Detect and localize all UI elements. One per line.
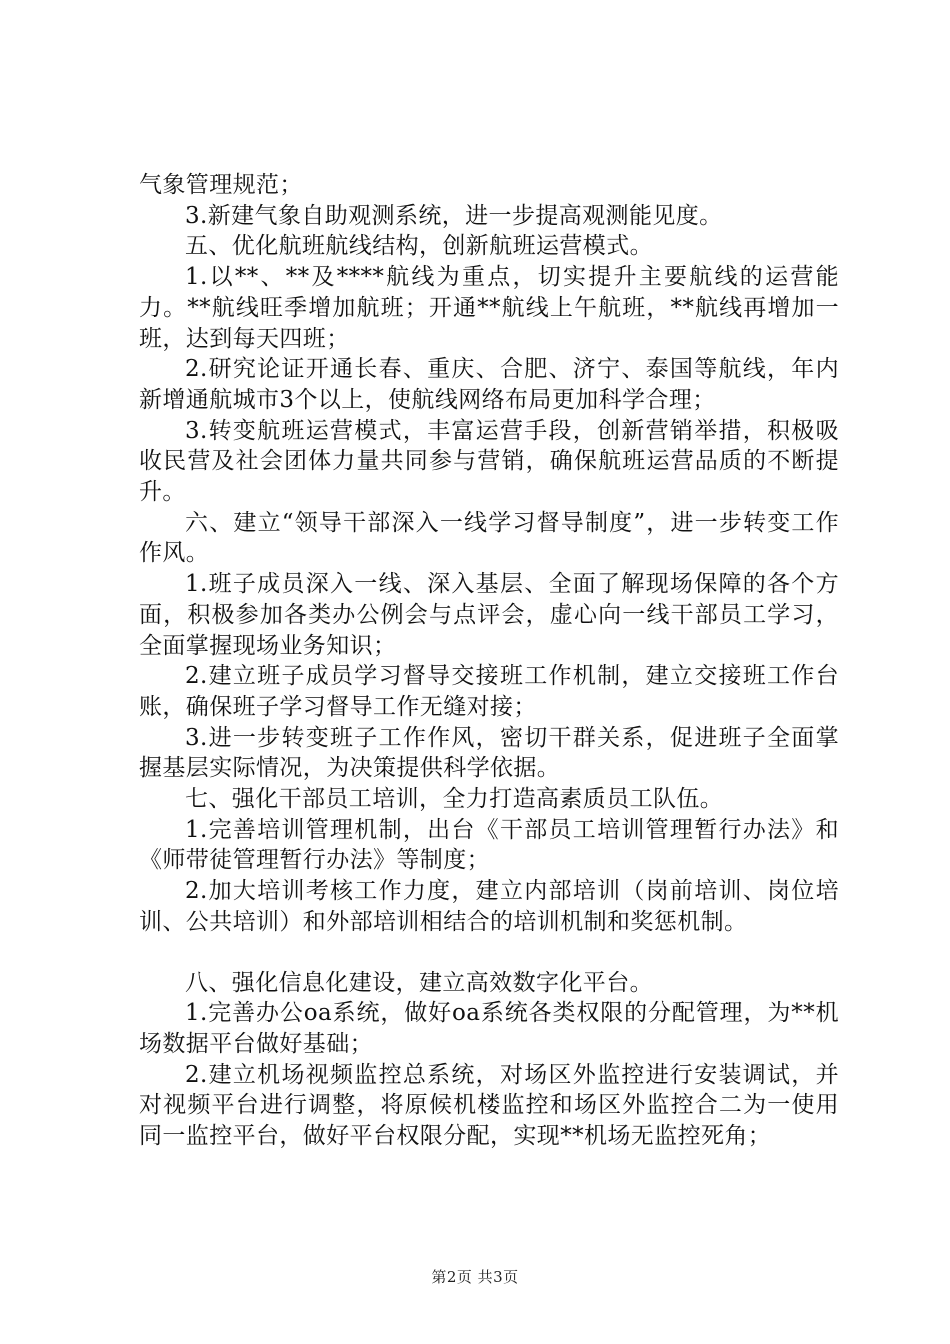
paragraph: 1.完善培训管理机制，出台《干部员工培训管理暂行办法》和《师带徒管理暂行办法》等制度； bbox=[139, 816, 839, 874]
paragraph: 3.转变航班运营模式，丰富运营手段，创新营销举措，积极吸收民营及社会团体力量共同参与营销，确保航班运营品质的不断提升。 bbox=[139, 417, 839, 506]
document-body bbox=[139, 170, 839, 1152]
paragraph: 气象管理规范； bbox=[139, 172, 303, 198]
paragraph: 八、强化信息化建设，建立高效数字化平台。 bbox=[185, 969, 653, 996]
paragraph: 2.建立班子成员学习督导交接班工作机制，建立交接班工作台账，确保班子学习督导工作无缝对接； bbox=[139, 663, 839, 720]
paragraph: 1.班子成员深入一线、深入基层、全面了解现场保障的各个方面，积极参加各类办公例会与点评会，虚心向一线干部员工学习，全面掌握现场业务知识； bbox=[139, 571, 839, 659]
paragraph: 3.新建气象自助观测系统，进一步提高观测能见度。 bbox=[185, 202, 723, 229]
paragraph: 七、强化干部员工培训，全力打造高素质员工队伍。 bbox=[185, 786, 724, 813]
paragraph: 2.加大培训考核工作力度，建立内部培训（岗前培训、岗位培训、公共培训）和外部培训相结合的培训机制和奖惩机制。 bbox=[139, 878, 839, 935]
paragraph: 1.以**、**及****航线为重点，切实提升主要航线的运营能力。**航线旺季增加航班；开通**航线上午航班，**航线再增加一班，达到每天四班； bbox=[139, 264, 839, 352]
paragraph: 1.完善办公oa系统，做好oa系统各类权限的分配管理，为**机场数据平台做好基础； bbox=[139, 1000, 839, 1057]
page-footer: 第2页 共3页 bbox=[431, 1268, 519, 1286]
paragraph: 五、优化航班航线结构，创新航班运营模式。 bbox=[185, 233, 653, 260]
paragraph: 2.研究论证开通长春、重庆、合肥、济宁、泰国等航线，年内新增通航城市3个以上，使航线网络布局更加科学合理； bbox=[139, 356, 839, 413]
paragraph: 2.建立机场视频监控总系统，对场区外监控进行安装调试，并对视频平台进行调整，将原候机楼监控和场区外监控合二为一使用同一监控平台，做好平台权限分配，实现**机场无监控死角； bbox=[139, 1061, 839, 1150]
paragraph: 3.进一步转变班子工作作风，密切干群关系，促进班子全面掌握基层实际情况，为决策提供科学依据。 bbox=[139, 724, 839, 782]
paragraph: 六、建立“领导干部深入一线学习督导制度”，进一步转变工作作风。 bbox=[139, 509, 839, 567]
